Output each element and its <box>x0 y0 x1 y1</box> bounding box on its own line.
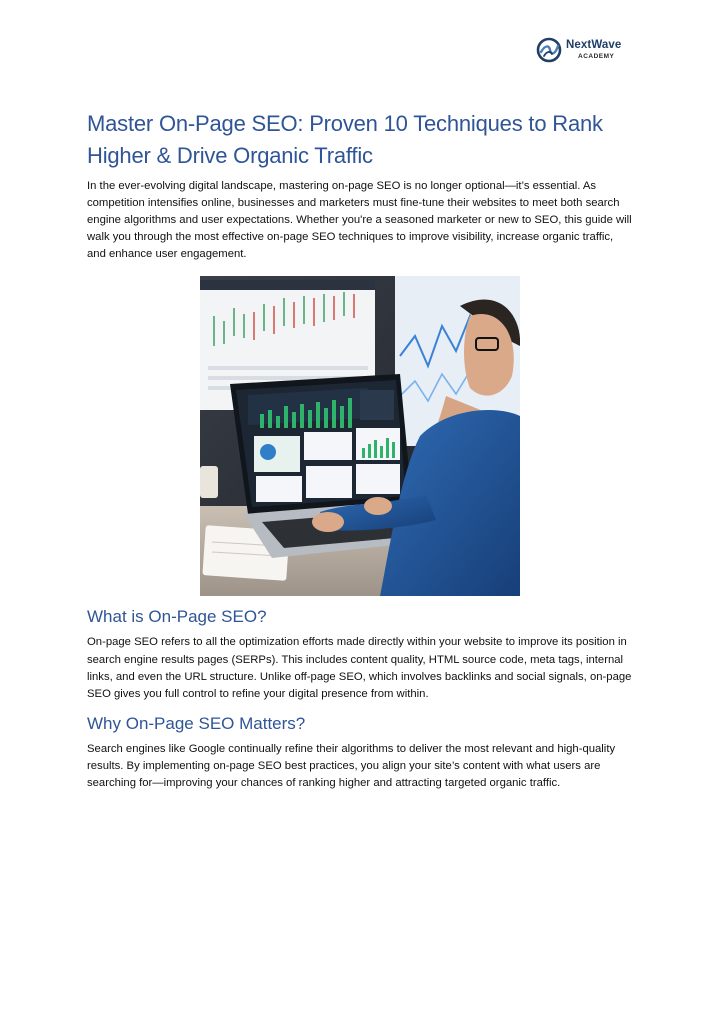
section-heading-what: What is On-Page SEO? <box>87 607 267 627</box>
nextwave-logo-icon <box>536 37 562 63</box>
hero-image <box>200 276 520 596</box>
article-title: Master On-Page SEO: Proven 10 Techniques to Rank Higher & Drive Organic Traffic <box>87 111 603 168</box>
brand-logo[interactable] <box>536 37 621 63</box>
section-heading-why: Why On-Page SEO Matters? <box>87 713 306 733</box>
section-body-what: On-page SEO refers to all the optimization efforts made directly within your website to improve its position in search engine results pages (SERPs). This includes content quality, HTML source code, meta tags, internal links, and even the URL structure. Unlike off-page SEO, which involves backlinks and social signals, on-page SEO gives you full control to refine your digital presence from within. <box>87 636 632 700</box>
hero-figure <box>87 276 635 596</box>
section-body-why: Search engines like Google continually refine their algorithms to deliver the most relevant and high-quality results. By implementing on-page SEO best practices, you align your site’s content with what users are searching for—improving your chances of ranking higher and attracting targeted organic traffic. <box>87 742 616 790</box>
article <box>87 108 635 792</box>
logo-subtitle: ACADEMY <box>578 52 615 60</box>
logo-name: NextWave <box>566 39 622 51</box>
logo-wordmark <box>566 40 621 60</box>
intro-paragraph: In the ever-evolving digital landscape, mastering on-page SEO is no longer optional—it’s essential. As competition intensifies online, businesses and marketers must fine-tune their websites to meet both search engine algorithms and user expectations. Whether you're a seasoned marketer or new to SEO, this guide will walk you through the most effective on-page SEO techniques to improve visibility, increase organic traffic, and enhance user engagement. <box>87 180 632 261</box>
